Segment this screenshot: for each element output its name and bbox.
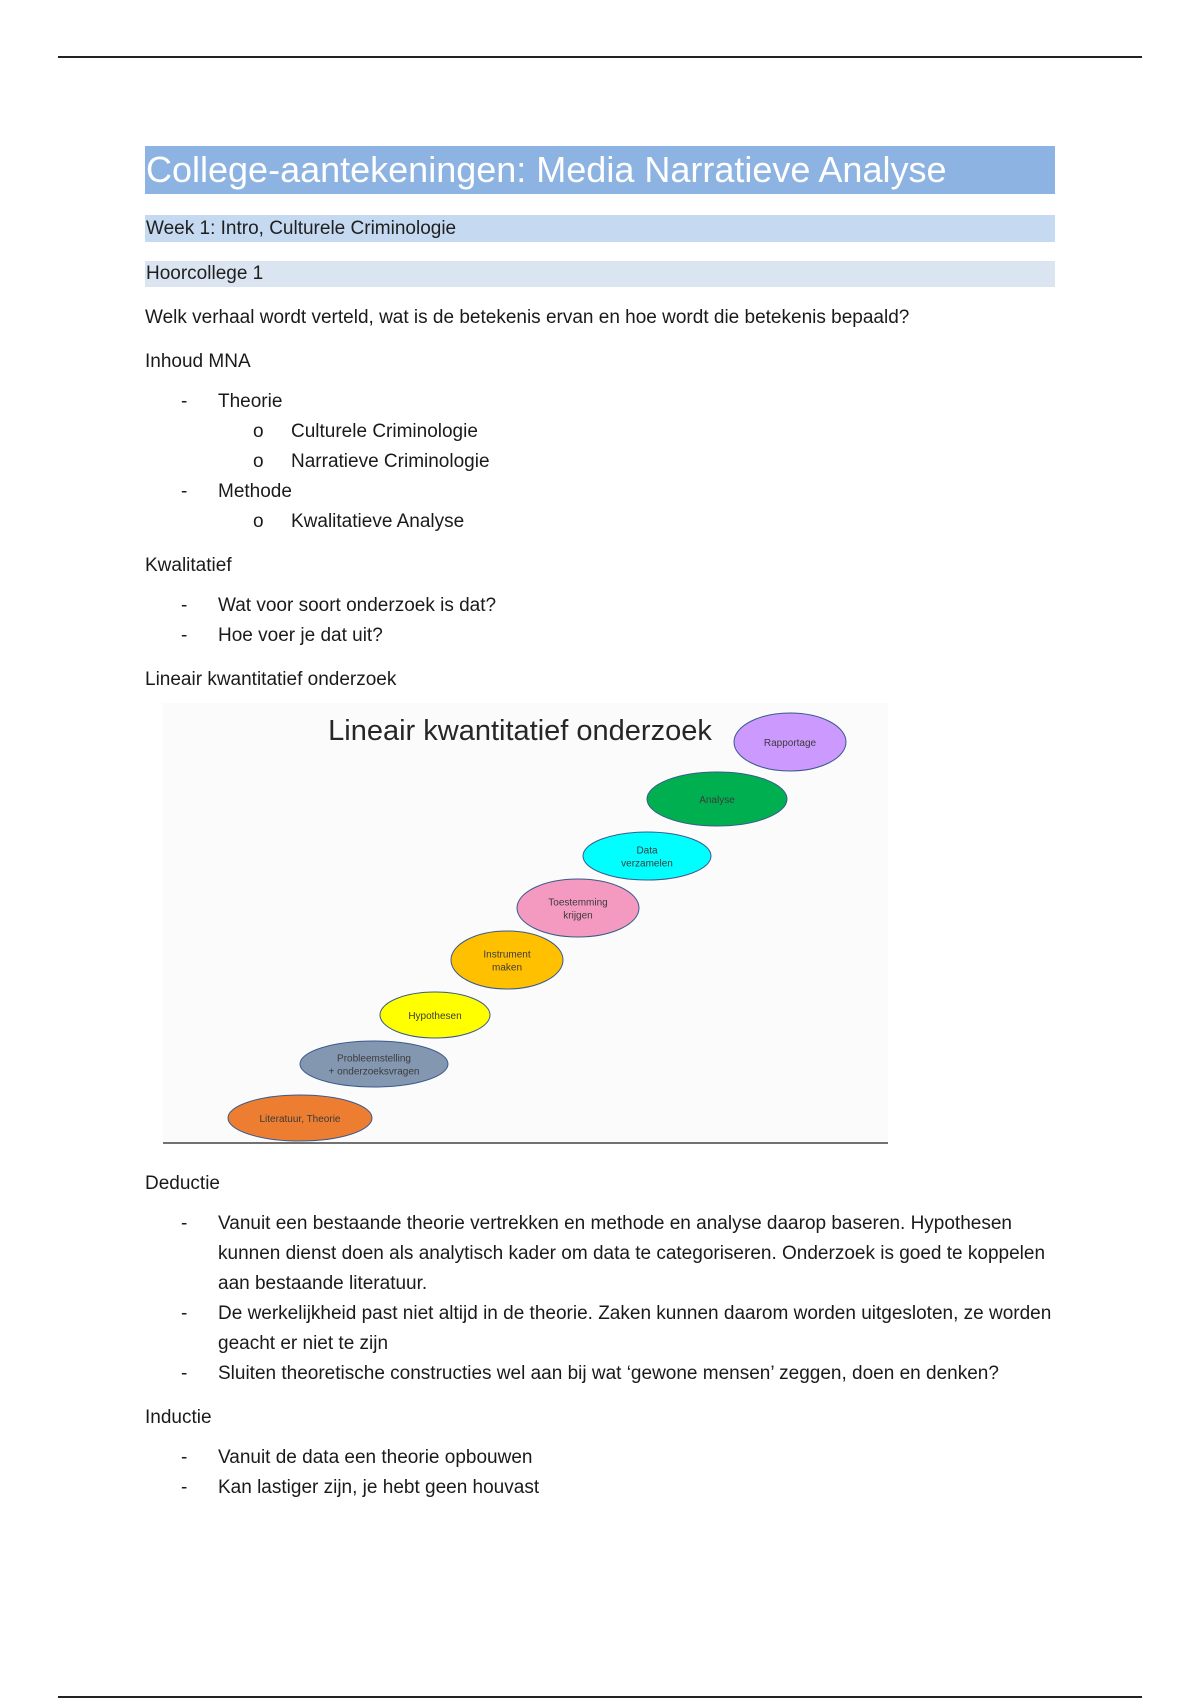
dash-bullet: - [181, 1447, 188, 1468]
diagram-step [583, 832, 711, 880]
step-label: verzamelen [621, 858, 673, 870]
diagram-step [380, 992, 490, 1038]
dash-bullet: - [181, 1303, 188, 1324]
list-item [145, 621, 1055, 651]
step-label: Rapportage [763, 738, 817, 749]
list-item [145, 591, 1055, 621]
diagram-step [517, 879, 639, 937]
deductie-heading: Deductie [145, 1173, 220, 1194]
step-label: Toestemming [548, 897, 608, 909]
dash-bullet: - [181, 1363, 188, 1384]
dash-bullet: - [181, 625, 188, 646]
list-item [145, 1299, 1055, 1359]
sub-item: Kwalitatieve Analyse [291, 511, 465, 532]
list-item-text: Vanuit een bestaande theorie vertrekken en methode en analyse daarop baseren. Hypothesen kunnen dienst doen als analytisch kader om data te categoriseren. Onderzoek is goed te koppelen aan bestaande literatuur. [218, 1213, 1046, 1294]
diagram-step [647, 772, 787, 826]
document-title: College-aantekeningen: Media Narratieve Analyse [145, 146, 1055, 194]
theorie-sublist [218, 417, 1055, 477]
list-item-text: De werkelijkheid past niet altijd in de theorie. Zaken kunnen daarom worden uitgesloten, ze worden geacht er niet te zijn [218, 1303, 1052, 1354]
step-label: Probleemstelling [337, 1053, 411, 1065]
circle-bullet: o [253, 451, 264, 472]
list-item [218, 417, 1055, 447]
intro-question: Welk verhaal wordt verteld, wat is de betekenis ervan en hoe wordt die betekenis bepaald? [145, 307, 910, 328]
kwalitatief-heading: Kwalitatief [145, 555, 232, 576]
lecture-heading: Hoorcollege 1 [145, 261, 1055, 287]
step-label: Instrument [483, 949, 531, 961]
dash-bullet: - [181, 481, 188, 502]
kwalitatief-list [145, 591, 1055, 651]
week-heading: Week 1: Intro, Culturele Criminologie [145, 215, 1055, 242]
diagram-step [300, 1041, 448, 1087]
list-item [145, 477, 1055, 537]
list-item-text: Wat voor soort onderzoek is dat? [218, 595, 497, 616]
circle-bullet: o [253, 421, 264, 442]
dash-bullet: - [181, 595, 188, 616]
document-body [145, 146, 1055, 1503]
circle-bullet: o [253, 511, 264, 532]
step-label: Hypothesen [408, 1011, 462, 1022]
lineair-heading: Lineair kwantitatief onderzoek [145, 669, 397, 690]
inhoud-heading: Inhoud MNA [145, 351, 251, 372]
inductie-heading: Inductie [145, 1407, 212, 1428]
diagram-step [228, 1095, 372, 1141]
step-label: krijgen [563, 910, 593, 922]
dash-bullet: - [181, 1477, 188, 1498]
step-label: Literatuur, Theorie [259, 1114, 341, 1125]
inhoud-item-theorie: Theorie [218, 391, 283, 412]
list-item-text: Hoe voer je dat uit? [218, 625, 383, 646]
list-item-text: Vanuit de data een theorie opbouwen [218, 1447, 533, 1468]
step-label: + onderzoeksvragen [328, 1066, 420, 1078]
footer-rule [58, 1696, 1142, 1698]
list-item [145, 1209, 1055, 1299]
lineair-diagram [145, 703, 890, 1161]
step-label: Data [636, 845, 658, 857]
dash-bullet: - [181, 1213, 188, 1234]
list-item [145, 387, 1055, 477]
inhoud-list [145, 387, 1055, 537]
list-item [145, 1473, 1055, 1503]
diagram-step [451, 931, 563, 989]
sub-item: Narratieve Criminologie [291, 451, 490, 472]
list-item [218, 447, 1055, 477]
methode-sublist [218, 507, 1055, 537]
list-item-text: Kan lastiger zijn, je hebt geen houvast [218, 1477, 540, 1498]
step-label: maken [491, 962, 523, 974]
header-rule [58, 56, 1142, 58]
step-label: Analyse [699, 795, 735, 806]
diagram-svg [145, 703, 890, 1161]
sub-item: Culturele Criminologie [291, 421, 478, 442]
list-item [145, 1443, 1055, 1473]
diagram-title: Lineair kwantitatief onderzoek [328, 715, 712, 747]
deductie-list [145, 1209, 1055, 1389]
dash-bullet: - [181, 391, 188, 412]
diagram-step [734, 713, 846, 771]
list-item [145, 1359, 1055, 1389]
inhoud-item-methode: Methode [218, 481, 292, 502]
list-item-text: Sluiten theoretische constructies wel aan bij wat ‘gewone mensen’ zeggen, doen en denken? [218, 1363, 999, 1384]
list-item [218, 507, 1055, 537]
inductie-list [145, 1443, 1055, 1503]
